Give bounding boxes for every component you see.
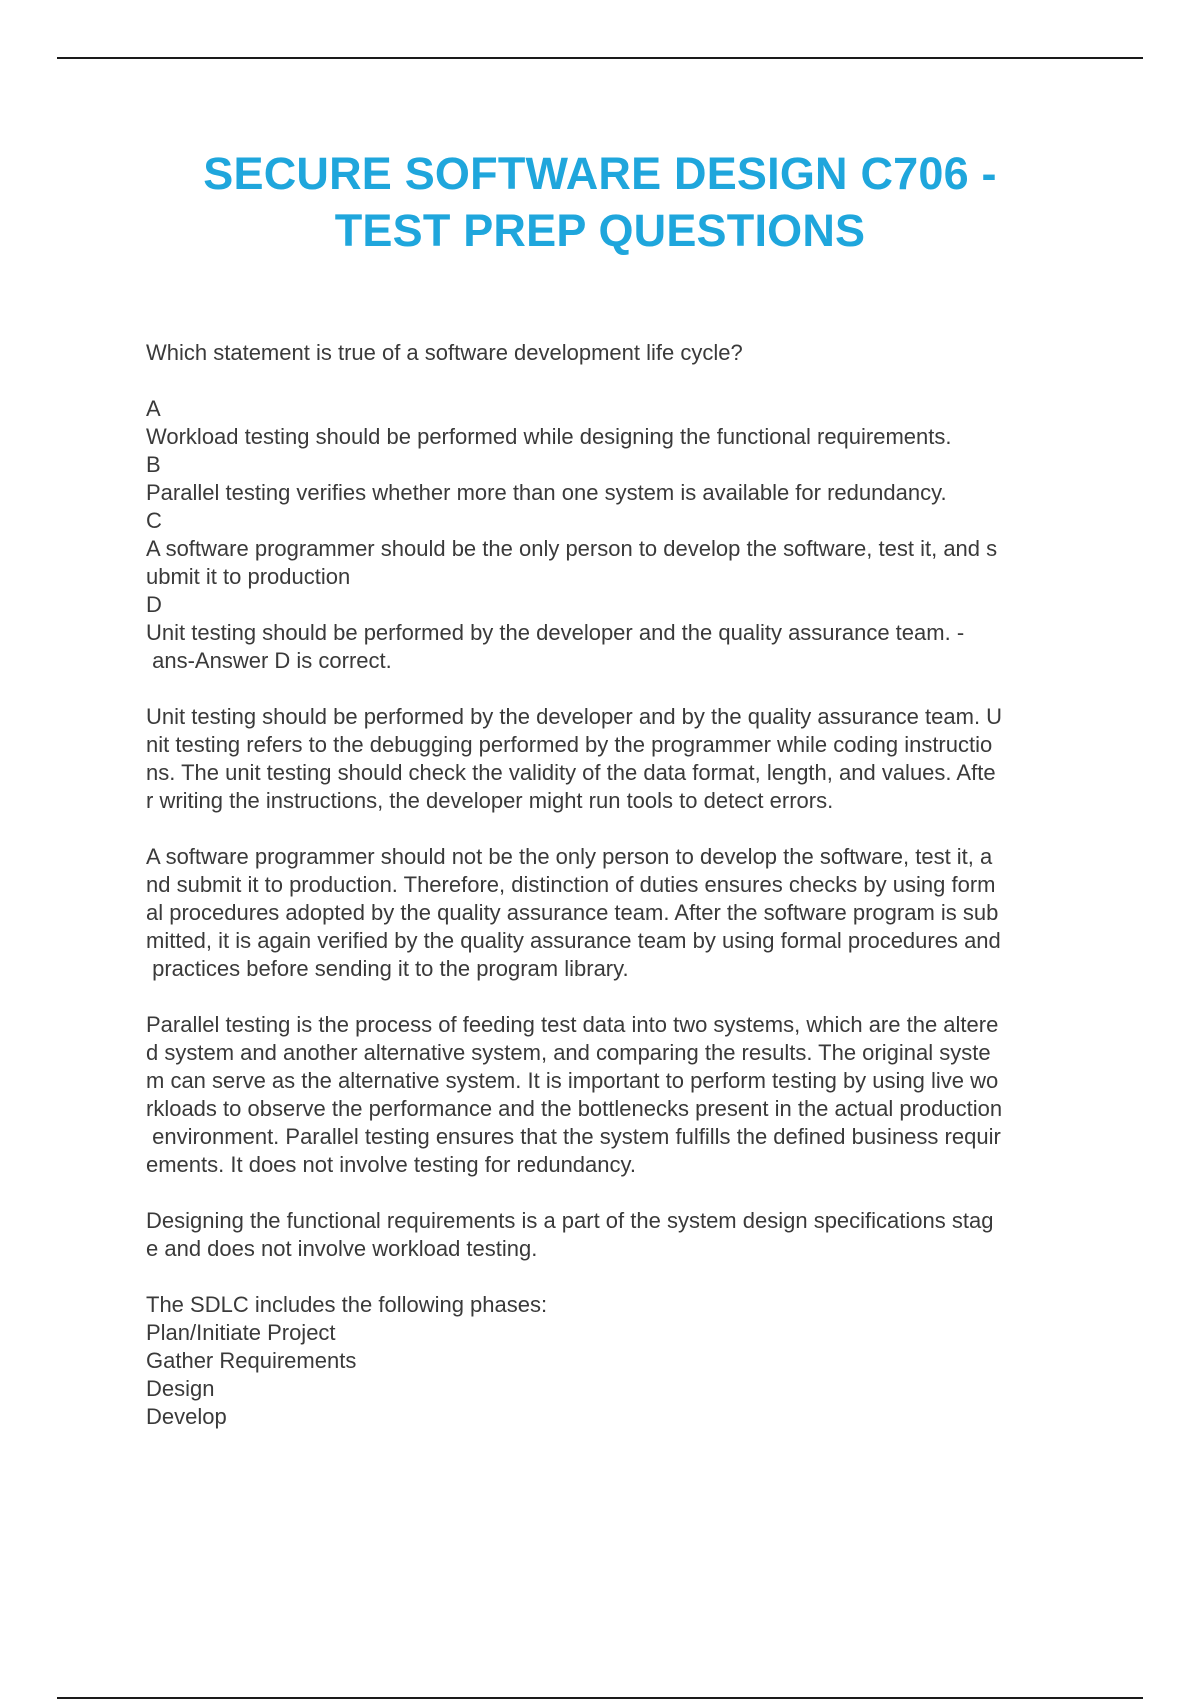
paragraph-line: Designing the functional requirements is a part of the system design specifications stag (146, 1208, 994, 1233)
question-prompt: Which statement is true of a software development life cycle? (146, 340, 743, 365)
paragraph-line: Unit testing should be performed by the developer and by the quality assurance team. U (146, 704, 1003, 729)
paragraph-line: rkloads to observe the performance and the bottlenecks present in the actual production (146, 1096, 1003, 1121)
option-c (146, 507, 1096, 591)
paragraph-line: d system and another alternative system, and comparing the results. The original syste (146, 1040, 991, 1065)
explanation-functional-requirements (146, 1207, 1096, 1263)
spacer (146, 983, 1096, 1011)
paragraph-line: A software programmer should not be the only person to develop the software, test it, a (146, 844, 993, 869)
spacer (146, 367, 1096, 395)
paragraph-line: nit testing refers to the debugging performed by the programmer while coding instructio (146, 732, 993, 757)
answer-line: ans-Answer D is correct. (146, 648, 392, 673)
spacer (146, 675, 1096, 703)
option-b (146, 451, 1096, 507)
bottom-rule (57, 1697, 1143, 1699)
option-text: A software programmer should be the only person to develop the software, test it, and s (146, 536, 998, 561)
option-text: ubmit it to production (146, 564, 351, 589)
option-letter: B (146, 452, 161, 477)
option-text: Parallel testing verifies whether more than one system is available for redundancy. (146, 480, 947, 505)
sdlc-phase: Develop (146, 1404, 227, 1429)
explanation-unit-testing (146, 703, 1096, 815)
paragraph-line: r writing the instructions, the developer might run tools to detect errors. (146, 788, 834, 813)
sdlc-phase: Gather Requirements (146, 1348, 357, 1373)
option-text: Unit testing should be performed by the developer and the quality assurance team. - (146, 620, 965, 645)
paragraph-line: al procedures adopted by the quality assurance team. After the software program is sub (146, 900, 999, 925)
paragraph-line: Parallel testing is the process of feeding test data into two systems, which are the altere (146, 1012, 999, 1037)
spacer (146, 1263, 1096, 1291)
top-rule (57, 57, 1143, 59)
paragraph-line: e and does not involve workload testing. (146, 1236, 538, 1261)
option-text: Workload testing should be performed while designing the functional requirements. (146, 424, 952, 449)
title-line-2: TEST PREP QUESTIONS (334, 205, 866, 256)
option-a (146, 395, 1096, 451)
sdlc-phase: Plan/Initiate Project (146, 1320, 336, 1345)
paragraph-line: mitted, it is again verified by the quality assurance team by using formal procedures and (146, 928, 1001, 953)
option-letter: D (146, 592, 162, 617)
paragraph-line: ements. It does not involve testing for redundancy. (146, 1152, 636, 1177)
explanation-parallel-testing (146, 1011, 1096, 1179)
sdlc-phase: Design (146, 1376, 215, 1401)
sdlc-intro: The SDLC includes the following phases: (146, 1292, 548, 1317)
paragraph-line: nd submit it to production. Therefore, distinction of duties ensures checks by using form (146, 872, 996, 897)
title-line-1: SECURE SOFTWARE DESIGN C706 - (203, 148, 997, 199)
option-letter: A (146, 396, 161, 421)
option-letter: C (146, 508, 162, 533)
explanation-programmer (146, 843, 1096, 983)
paragraph-line: practices before sending it to the program library. (146, 956, 629, 981)
paragraph-line: environment. Parallel testing ensures that the system fulfills the defined business requir (146, 1124, 1001, 1149)
sdlc-phases (146, 1291, 1096, 1431)
paragraph-line: m can serve as the alternative system. It is important to perform testing by using live wo (146, 1068, 999, 1093)
document-title (60, 145, 1140, 259)
spacer (146, 815, 1096, 843)
spacer (146, 1179, 1096, 1207)
paragraph-line: ns. The unit testing should check the validity of the data format, length, and values. Afte (146, 760, 996, 785)
document-body (146, 339, 1096, 1431)
option-d (146, 591, 1096, 675)
